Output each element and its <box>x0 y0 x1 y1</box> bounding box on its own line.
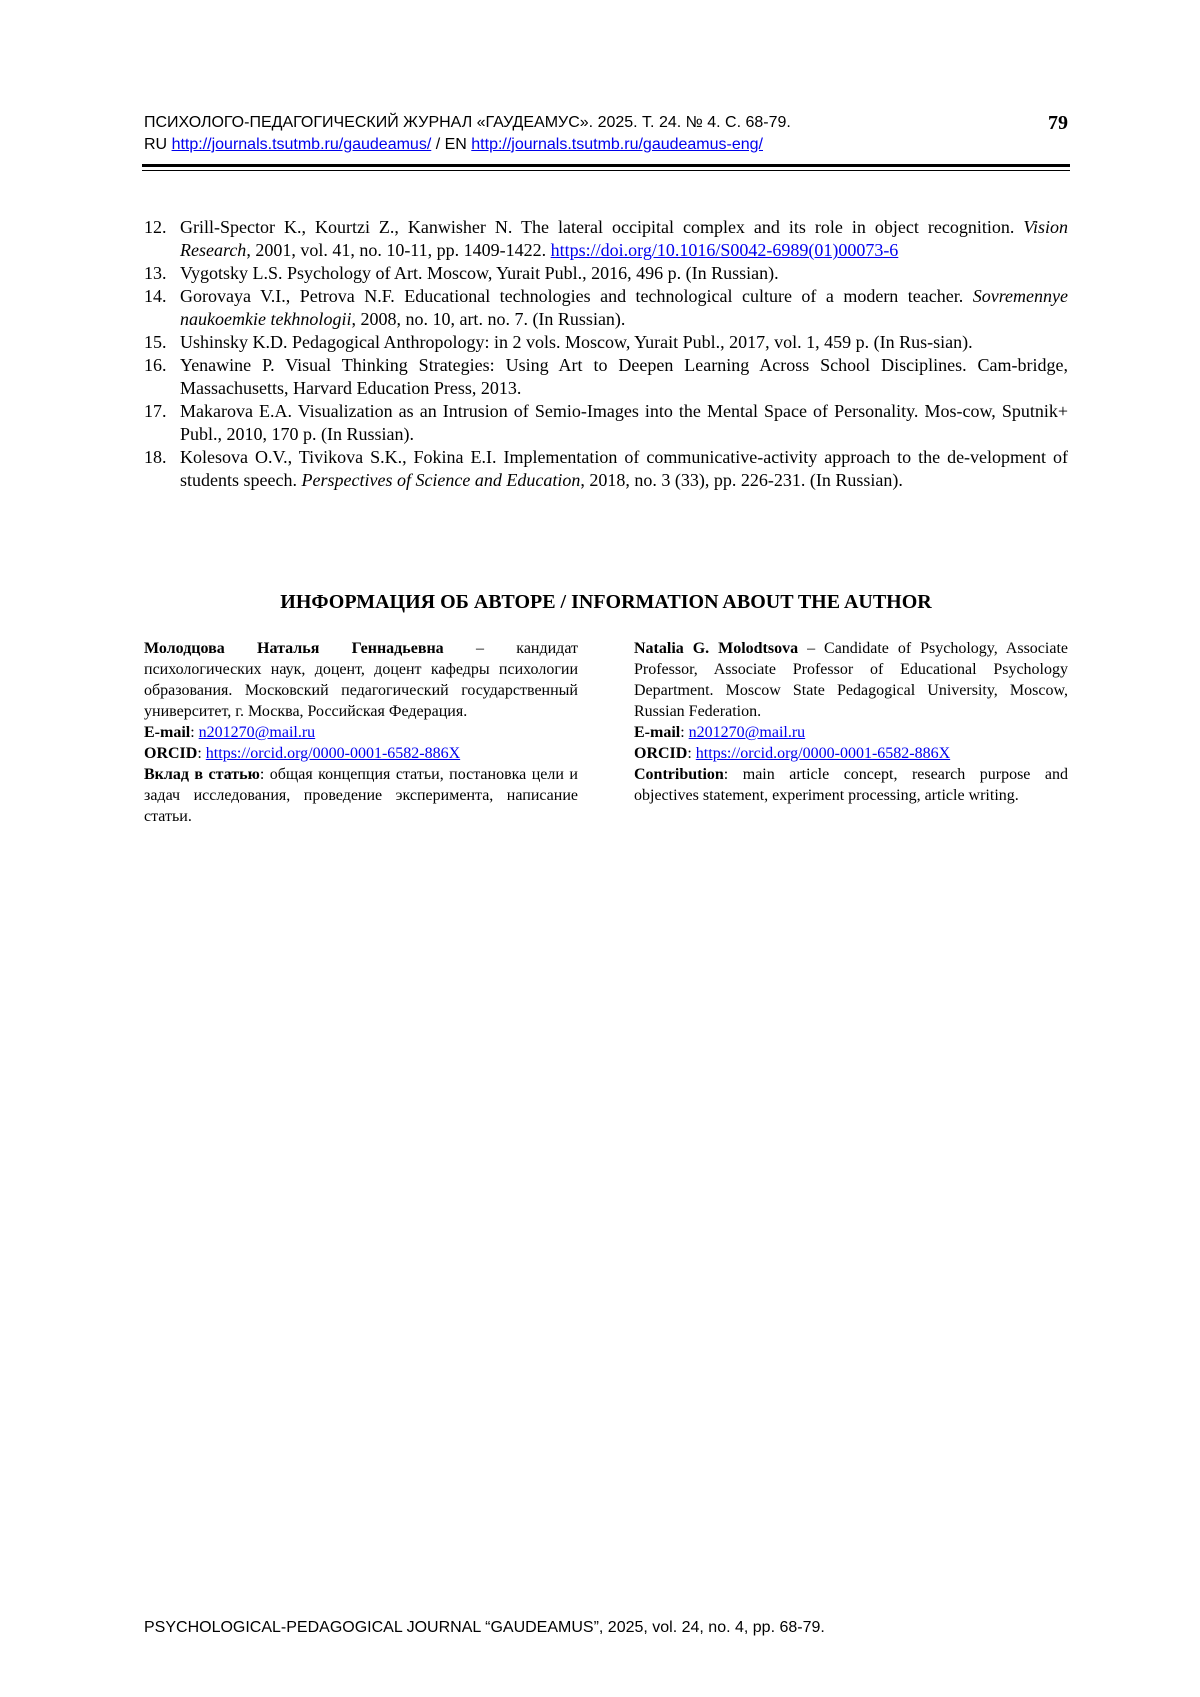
reference-item <box>144 262 1068 285</box>
author-name: Молодцова Наталья Геннадьевна <box>144 640 444 657</box>
journal-name: Sovremennye naukoemkie tekhnologii <box>180 286 1068 329</box>
orcid-link[interactable]: https://orcid.org/0000-0001-6582-886X <box>695 745 951 762</box>
author-orcid: ORCID: https://orcid.org/0000-0001-6582-886X <box>144 745 461 762</box>
email-link[interactable]: n201270@mail.ru <box>688 724 806 741</box>
reference-item <box>144 446 1068 492</box>
email-link[interactable]: n201270@mail.ru <box>198 724 316 741</box>
reference-number: 17. <box>144 401 167 421</box>
ru-journal-link[interactable]: http://journals.tsutmb.ru/gaudeamus/ <box>171 136 432 153</box>
orcid-link[interactable]: https://orcid.org/0000-0001-6582-886X <box>205 745 461 762</box>
reference-number: 15. <box>144 332 167 352</box>
journal-name: Perspectives of Science and Education <box>301 470 581 490</box>
reference-text: Gorovaya V.I., Petrova N.F. Educational technologies and technological culture of a modern teacher. Sovremennye naukoemkie tekhnologii, 2008, no. 10, art. no. 7. (In Russian). <box>180 286 1068 329</box>
reference-item <box>144 285 1068 331</box>
running-header <box>144 112 1068 156</box>
author-info-ru <box>144 638 578 827</box>
author-name: Natalia G. Molodtsova <box>634 640 799 657</box>
journal-title-line: ПСИХОЛОГО-ПЕДАГОГИЧЕСКИЙ ЖУРНАЛ «ГАУДЕАМУС». 2025. Т. 24. № 4. С. 68-79. <box>144 114 791 131</box>
journal-links-line <box>144 134 1068 156</box>
author-contribution: Вклад в статью: общая концепция статьи, постановка цели и задач исследования, проведение эксперимента, написание статьи. <box>144 766 578 825</box>
journal-name: Vision Research <box>180 217 1068 260</box>
doi-link[interactable]: https://doi.org/10.1016/S0042-6989(01)00073-6 <box>550 240 899 260</box>
running-footer: PSYCHOLOGICAL-PEDAGOGICAL JOURNAL “GAUDEAMUS”, 2025, vol. 24, no. 4, pp. 68-79. <box>144 1619 825 1636</box>
reference-text: Kolesova O.V., Tivikova S.K., Fokina E.I. Implementation of communicative-activity approach to the de-velopment of students speech. Perspectives of Science and Education, 2018, no. 3 (33), pp. 226-231. (In Russian). <box>180 447 1068 490</box>
reference-number: 14. <box>144 286 167 306</box>
reference-item <box>144 400 1068 446</box>
reference-number: 18. <box>144 447 167 467</box>
author-info-en <box>634 638 1068 806</box>
ru-prefix: RU <box>144 136 172 153</box>
page-number: 79 <box>1048 112 1068 134</box>
en-journal-link[interactable]: http://journals.tsutmb.ru/gaudeamus-eng/ <box>471 136 763 153</box>
section-title: ИНФОРМАЦИЯ ОБ АВТОРЕ / INFORMATION ABOUT THE AUTHOR <box>280 591 932 613</box>
reference-number: 12. <box>144 217 167 237</box>
author-bio: Молодцова Наталья Геннадьевна – кандидат психологических наук, доцент, доцент кафедры психологии образования. Московский педагогический государственный университет, г. Москва, Российская Федерация. <box>144 640 578 720</box>
header-rule-thin <box>142 170 1070 171</box>
reference-number: 16. <box>144 355 167 375</box>
author-orcid: ORCID: https://orcid.org/0000-0001-6582-886X <box>634 745 951 762</box>
reference-text: Ushinsky K.D. Pedagogical Anthropology: in 2 vols. Moscow, Yurait Publ., 2017, vol. 1, 459 p. (In Rus-sian). <box>180 332 973 352</box>
reference-text: Yenawine P. Visual Thinking Strategies: Using Art to Deepen Learning Across School Disciplines. Cam-bridge, Massachusetts, Harvard Education Press, 2013. <box>180 355 1068 398</box>
reference-list <box>144 216 1068 492</box>
author-email: E-mail: n201270@mail.ru <box>144 724 316 741</box>
links-separator: / EN <box>431 136 472 153</box>
author-contribution: Contribution: main article concept, research purpose and objectives statement, experiment processing, article writing. <box>634 766 1068 804</box>
header-rule-thick <box>142 164 1070 167</box>
reference-text: Makarova E.A. Visualization as an Intrusion of Semio-Images into the Mental Space of Personality. Mos-cow, Sputnik+ Publ., 2010, 170 p. (In Russian). <box>180 401 1068 444</box>
author-email: E-mail: n201270@mail.ru <box>634 724 806 741</box>
reference-text: Grill-Spector K., Kourtzi Z., Kanwisher N. The lateral occipital complex and its role in object recognition. Vision Research, 2001, vol. 41, no. 10-11, pp. 1409-1422. https://doi.org/10.1016/S0042-6989(01)00073-6 <box>180 217 1068 260</box>
reference-item <box>144 216 1068 262</box>
reference-item <box>144 354 1068 400</box>
reference-item <box>144 331 1068 354</box>
reference-text: Vygotsky L.S. Psychology of Art. Moscow, Yurait Publ., 2016, 496 p. (In Russian). <box>180 263 779 283</box>
reference-number: 13. <box>144 263 167 283</box>
author-bio: Natalia G. Molodtsova – Candidate of Psychology, Associate Professor, Associate Professor of Educational Psychology Department. Moscow State Pedagogical University, Moscow, Russian Federation. <box>634 640 1069 720</box>
